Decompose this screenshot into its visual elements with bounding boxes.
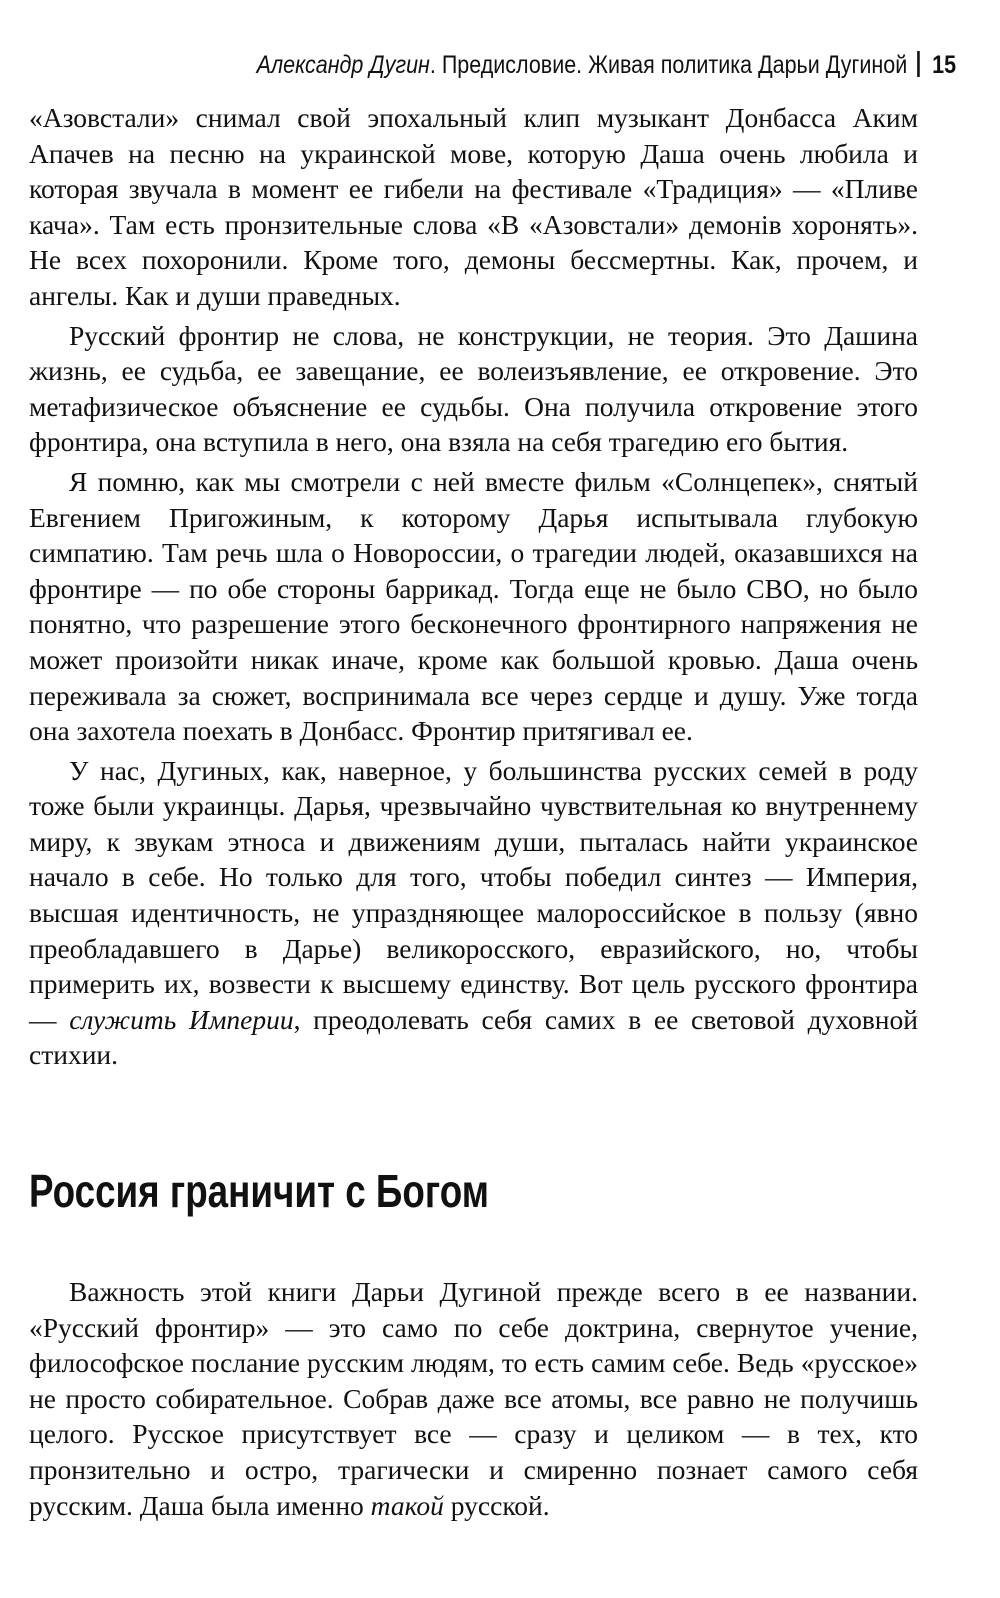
running-head-separator (918, 51, 921, 77)
section-heading: Россия граничит с Богом (29, 1165, 489, 1217)
paragraph-2: Русский фронтир не слова, не конструкции, не теория. Это Дашина жизнь, ее судьба, ее завещание, ее волеизъявление, ее откровение. Это метафизическое объяснение ее судьбы. Она получила откровение этого фронтира, она вступила в него, она взяла на себя трагедию его бытия. (29, 319, 918, 458)
paragraph-4-text-after: , преодолевать себя самих в ее световой духовной стихии. (29, 1003, 918, 1071)
paragraph-5-emphasis: такой (370, 1489, 444, 1521)
paragraph-4 (29, 753, 918, 1073)
running-head-author: Александр Дугин (256, 51, 430, 79)
paragraph-5-text-before: Важность этой книги Дарьи Дугиной прежде всего в ее названии. «Русский фронтир» — это само по себе доктрина, свернутое учение, философское послание русским людям, то есть самим себе. Ведь «русское» не просто собирательное. Собрав даже все атомы, все равно не получишь целого. Русское присутствует все — сразу и целиком — в тех, кто пронзительно и остро, трагически и смиренно познает самого себя русским. Даша была именно (29, 1276, 918, 1521)
paragraph-3: Я помню, как мы смотрели с ней вместе фильм «Солнцепек», снятый Евгением Пригожиным, к которому Дарья испытывала глубокую симпатию. Там речь шла о Новороссии, о трагедии людей, оказавшихся на фронтире — по обе стороны баррикад. Тогда еще не было СВО, но было понятно, что разрешение этого бесконечного фронтирного напряжения не может произойти никак иначе, кроме как большой кровью. Даша очень переживала за сюжет, воспринимала все через сердце и душу. Уже тогда она захотела поехать в Донбасс. Фронтир притягивал ее. (29, 465, 918, 747)
paragraph-5 (29, 1274, 918, 1523)
paragraph-4-emphasis: служить Империи (69, 1003, 294, 1035)
text-block-top (29, 100, 918, 1073)
running-head-title: . Предисловие. Живая политика Дарьи Дугиной (429, 51, 908, 79)
paragraph-1: «Азовстали» снимал свой эпохальный клип музыкант Донбасса Аким Апачев на песню на украинской мове, которую Даша очень любила и которая звучала в момент ее гибели на фестивале «Традиция» — «Пливе кача». Там есть пронзительные слова «В «Азовстали» демонів хоронять». Не всех похоронили. Кроме того, демоны бессмертны. Как, прочем, и ангелы. Как и души праведных. (29, 102, 918, 311)
text-block-bottom (29, 1274, 918, 1523)
paragraph-4-text-before: У нас, Дугиных, как, наверное, у большинства русских семей в роду тоже были украинцы. Дарья, чрезвычайно чувствительная ко внутреннему миру, к звукам этноса и движениям души, пыталась найти украинское начало в себе. Но только для того, чтобы победил синтез — Империя, высшая идентичность, не упраздняющее малороссийское в пользу (явно преобладавшего в Дарье) великоросского, евразийского, но, чтобы примерить их, возвести к высшему единству. Вот цель русского фронтира — (29, 754, 918, 1035)
paragraph-5-text-after: русской. (443, 1489, 550, 1521)
page-number: 15 (932, 51, 957, 79)
running-head (256, 48, 957, 82)
